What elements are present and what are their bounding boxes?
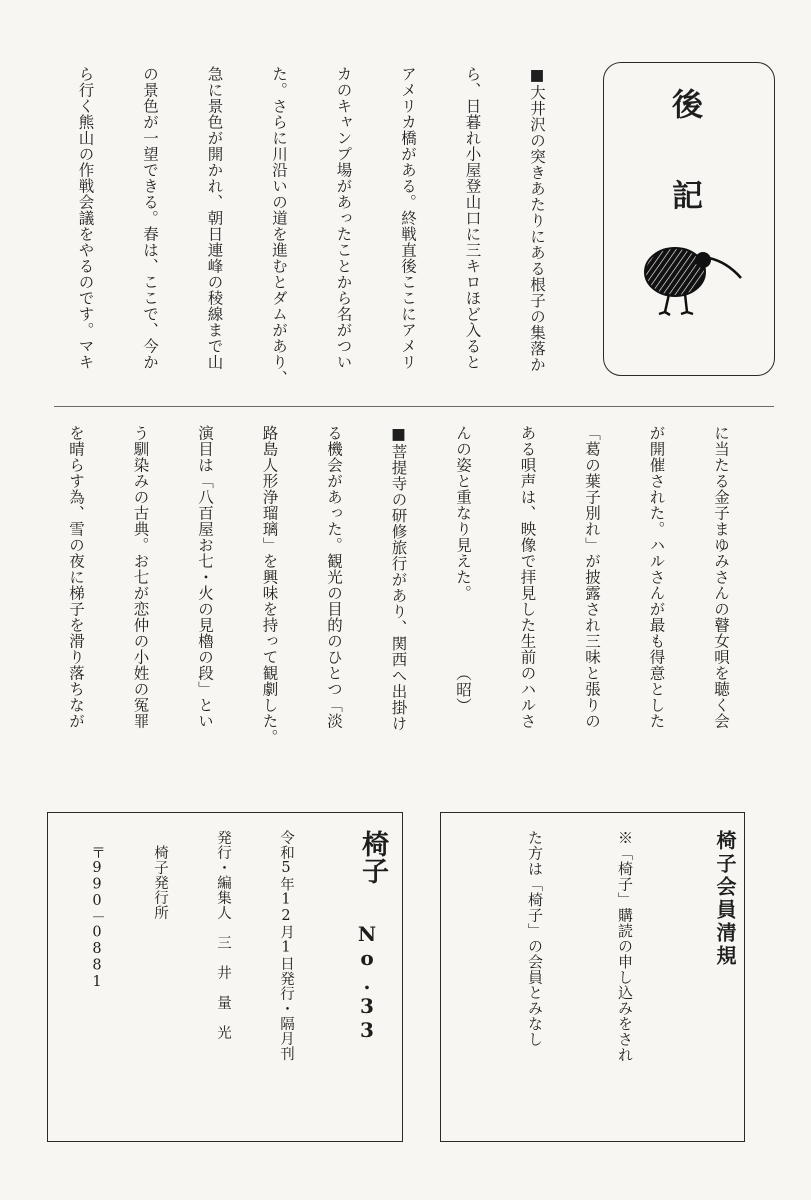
text-line: 演目は「八百屋お七・火の見櫓の段」とい (196, 425, 214, 729)
text-line: ■大井沢の突きあたりにある根子の集落か (528, 66, 546, 373)
text-line: ら、日暮れ小屋登山口に三キロほど入ると (463, 66, 482, 370)
text-line: ある唄声は、映像で拝見した生前のハルさ (518, 425, 537, 729)
membership-text (480, 830, 700, 1130)
colophon-title: 椅子 (357, 830, 388, 884)
text-line: る機会があった。観光の目的のひとつ「淡 (325, 425, 343, 729)
colophon-line: 椅子発行所 (152, 830, 168, 920)
text-line: ■菩提寺の研修旅行があり、関西へ出掛け (389, 425, 408, 732)
text-line: んの姿と重なり見えた。 （昭） (454, 425, 472, 714)
text-line: 急に景色が開かれ、朝日連峰の稜線まで山 (205, 66, 224, 370)
colophon-text (60, 830, 338, 1130)
membership-line: ※「椅子」購読の申し込みをされ (616, 830, 634, 1063)
upper-text (54, 66, 590, 396)
text-line: が開催された。ハルさんが最も得意とした (647, 425, 666, 729)
text-line: の景色が一望できる。春は、ここで、今か (141, 66, 159, 370)
text-line: 路島人形浄瑠璃」を興味を持って観劇した。 (260, 425, 279, 745)
colophon-line: 〒990－0881 (89, 830, 105, 991)
text-line: を晴らす為、雪の夜に梯子を滑り落ちなが (67, 425, 85, 729)
text-line: に当たる金子まゆみさんの瞽女唄を聴く会 (712, 425, 730, 729)
text-line: ら行く熊山の作戦会議をやるのです。マキ (76, 66, 95, 370)
page-title: 後 記 (666, 88, 702, 222)
colophon-line: 令和5年12月1日発行・隔月刊 (278, 830, 294, 1061)
text-line: う馴染みの古典。お七が恋仲の小姓の冤罪 (131, 425, 150, 729)
kiwi-bird-icon (635, 238, 745, 318)
lower-text (54, 425, 774, 755)
divider (54, 406, 774, 407)
issue-number: No.33 (355, 922, 379, 1042)
membership-line: た方は「椅子」の会員とみなし (526, 830, 544, 1047)
text-line: カのキャンプ場があったことから名がつい (334, 66, 353, 370)
text-line: た。さらに川沿いの道を進むとダムがあり、 (270, 66, 288, 386)
text-line: アメリカ橋がある。終戦直後ここにアメリ (399, 66, 417, 370)
text-line: 「葛の葉子別れ」が披露され三味と張りの (583, 425, 601, 729)
membership-title: 椅子会員清規 (713, 830, 737, 968)
colophon-line: 発行・編集人 三 井 量 光 (215, 830, 231, 1040)
